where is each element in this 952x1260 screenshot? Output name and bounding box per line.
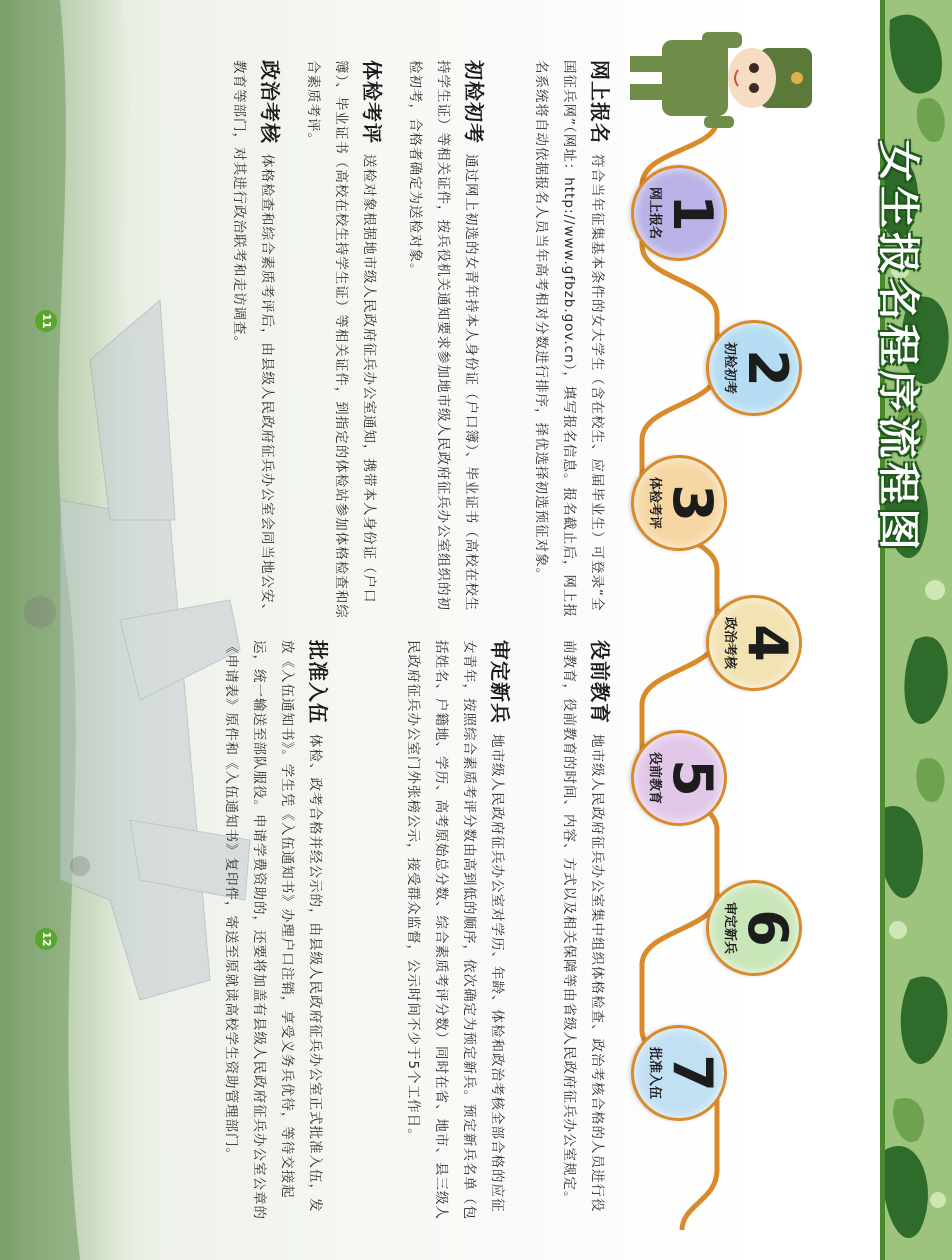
- section-title: 审定新兵: [488, 640, 512, 724]
- step-number: 6: [736, 909, 799, 947]
- step-label: 体检考评: [647, 476, 662, 529]
- section-body: 体检、政考合格并经公示的，由县级人民政府征兵办公室正式批准入伍，发放《入伍通知书》。学生凭《入伍通知书》办理户口注销，享受义务兵优待，等待交接起运，统一输送至部队服役。申请学费资助的，还要将加盖有县级人民政府征兵办公室公章的《申请表》原件和《入伍通知书》复印件，寄送至原就读高校学生资助管理部门。: [223, 640, 323, 1220]
- step-circle: [631, 165, 727, 261]
- section-body: 地市级人民政府征兵办公室对学历、年龄、体检和政治考核全部合格的应征女青年，按照综合素质考评分数由高到低的顺序，依次确定为预定新兵。预定新兵名单（包括姓名、户籍地、学历、高考原始总分数、综合素质考评分数）同时在省、地市、县三级人民政府征兵办公室门外张榜公示，接受群众监督，公示时间不少于5个工作日。: [405, 640, 505, 1220]
- step-number: 7: [661, 1054, 724, 1092]
- step-6: [706, 880, 802, 976]
- step-circle: [706, 595, 802, 691]
- step-number: 4: [736, 624, 799, 662]
- section-body: 体格检查和综合素质考评后，由县级人民政府征兵办公室会同当地公安、教育等部门，对其进行政治联考和走访调查。: [231, 60, 275, 618]
- step-circle: [706, 320, 802, 416]
- page-number-right: 12: [35, 928, 57, 950]
- step-2: [706, 320, 802, 416]
- step-4: [706, 595, 802, 691]
- section-title: 役前教育: [588, 640, 612, 724]
- section-online-registration: [527, 60, 614, 620]
- soldier-mascot: [630, 32, 812, 128]
- step-circle: [631, 455, 727, 551]
- section-title: 网上报名: [588, 60, 612, 144]
- step-number: 2: [736, 349, 799, 387]
- step-5: [631, 730, 727, 826]
- step-label: 役前教育: [647, 751, 662, 804]
- section-title: 初检初考: [462, 60, 486, 144]
- step-label: 网上报名: [647, 186, 662, 239]
- step-label: 批准入伍: [647, 1046, 662, 1099]
- section-body: 通过网上初选的女青年持本人身份证（户口簿）、毕业证书（高校在校生持学生证）等相关证件，按兵役机关通知要求参加地市级人民政府征兵办公室组织的初检初考，合格者确定为送检对象。: [407, 60, 479, 612]
- section-body: 地市级人民政府征兵办公室集中组织体格检查、政治考核合格的人员进行役前教育，役前教育的时间、内容、方式以及相关保障等由省级人民政府征兵办公室规定。: [561, 640, 605, 1213]
- step-label: 审定新兵: [722, 901, 737, 954]
- step-circle: [631, 1025, 727, 1121]
- step-circle: [706, 880, 802, 976]
- step-7: [631, 1025, 727, 1121]
- step-circle: [631, 730, 727, 826]
- page-number-left: 11: [35, 310, 57, 332]
- section-pre-service-education: [555, 640, 614, 1220]
- step-1: [631, 165, 727, 261]
- section-title: 批准入伍: [306, 640, 330, 724]
- section-body: 符合当年征集基本条件的女大学生（含在校生、应届毕业生）可登录“全国征兵网”（网址：http://www.gfbzb.gov.cn），填写报名信息。报名截止后，网上报名系统将自动依据报名人员当年高考相对分数进行排序，择优选择初选预征对象。: [533, 60, 605, 618]
- section-title: 政治考核: [258, 60, 282, 144]
- page-title: 女生报名程序流程图: [874, 140, 923, 555]
- section-physical-exam: [299, 60, 386, 620]
- section-initial-check: [401, 60, 488, 620]
- section-title: 体检考评: [360, 60, 384, 144]
- step-3: [631, 455, 727, 551]
- section-enlistment: [217, 640, 332, 1220]
- section-body: 送检对象根据地市级人民政府征兵办公室通知，携带本人身份证（户口簿）、毕业证书（高校在校生持学生证）等相关证件，到指定的体检站参加体格检查和综合素质考评。: [305, 60, 377, 619]
- step-label: 政治考核: [722, 616, 737, 669]
- section-political-review: [225, 60, 284, 620]
- step-number: 5: [661, 759, 724, 797]
- step-label: 初检初考: [722, 341, 737, 394]
- step-number: 3: [661, 484, 724, 522]
- step-number: 1: [661, 194, 724, 232]
- section-recruit-approval: [399, 640, 514, 1220]
